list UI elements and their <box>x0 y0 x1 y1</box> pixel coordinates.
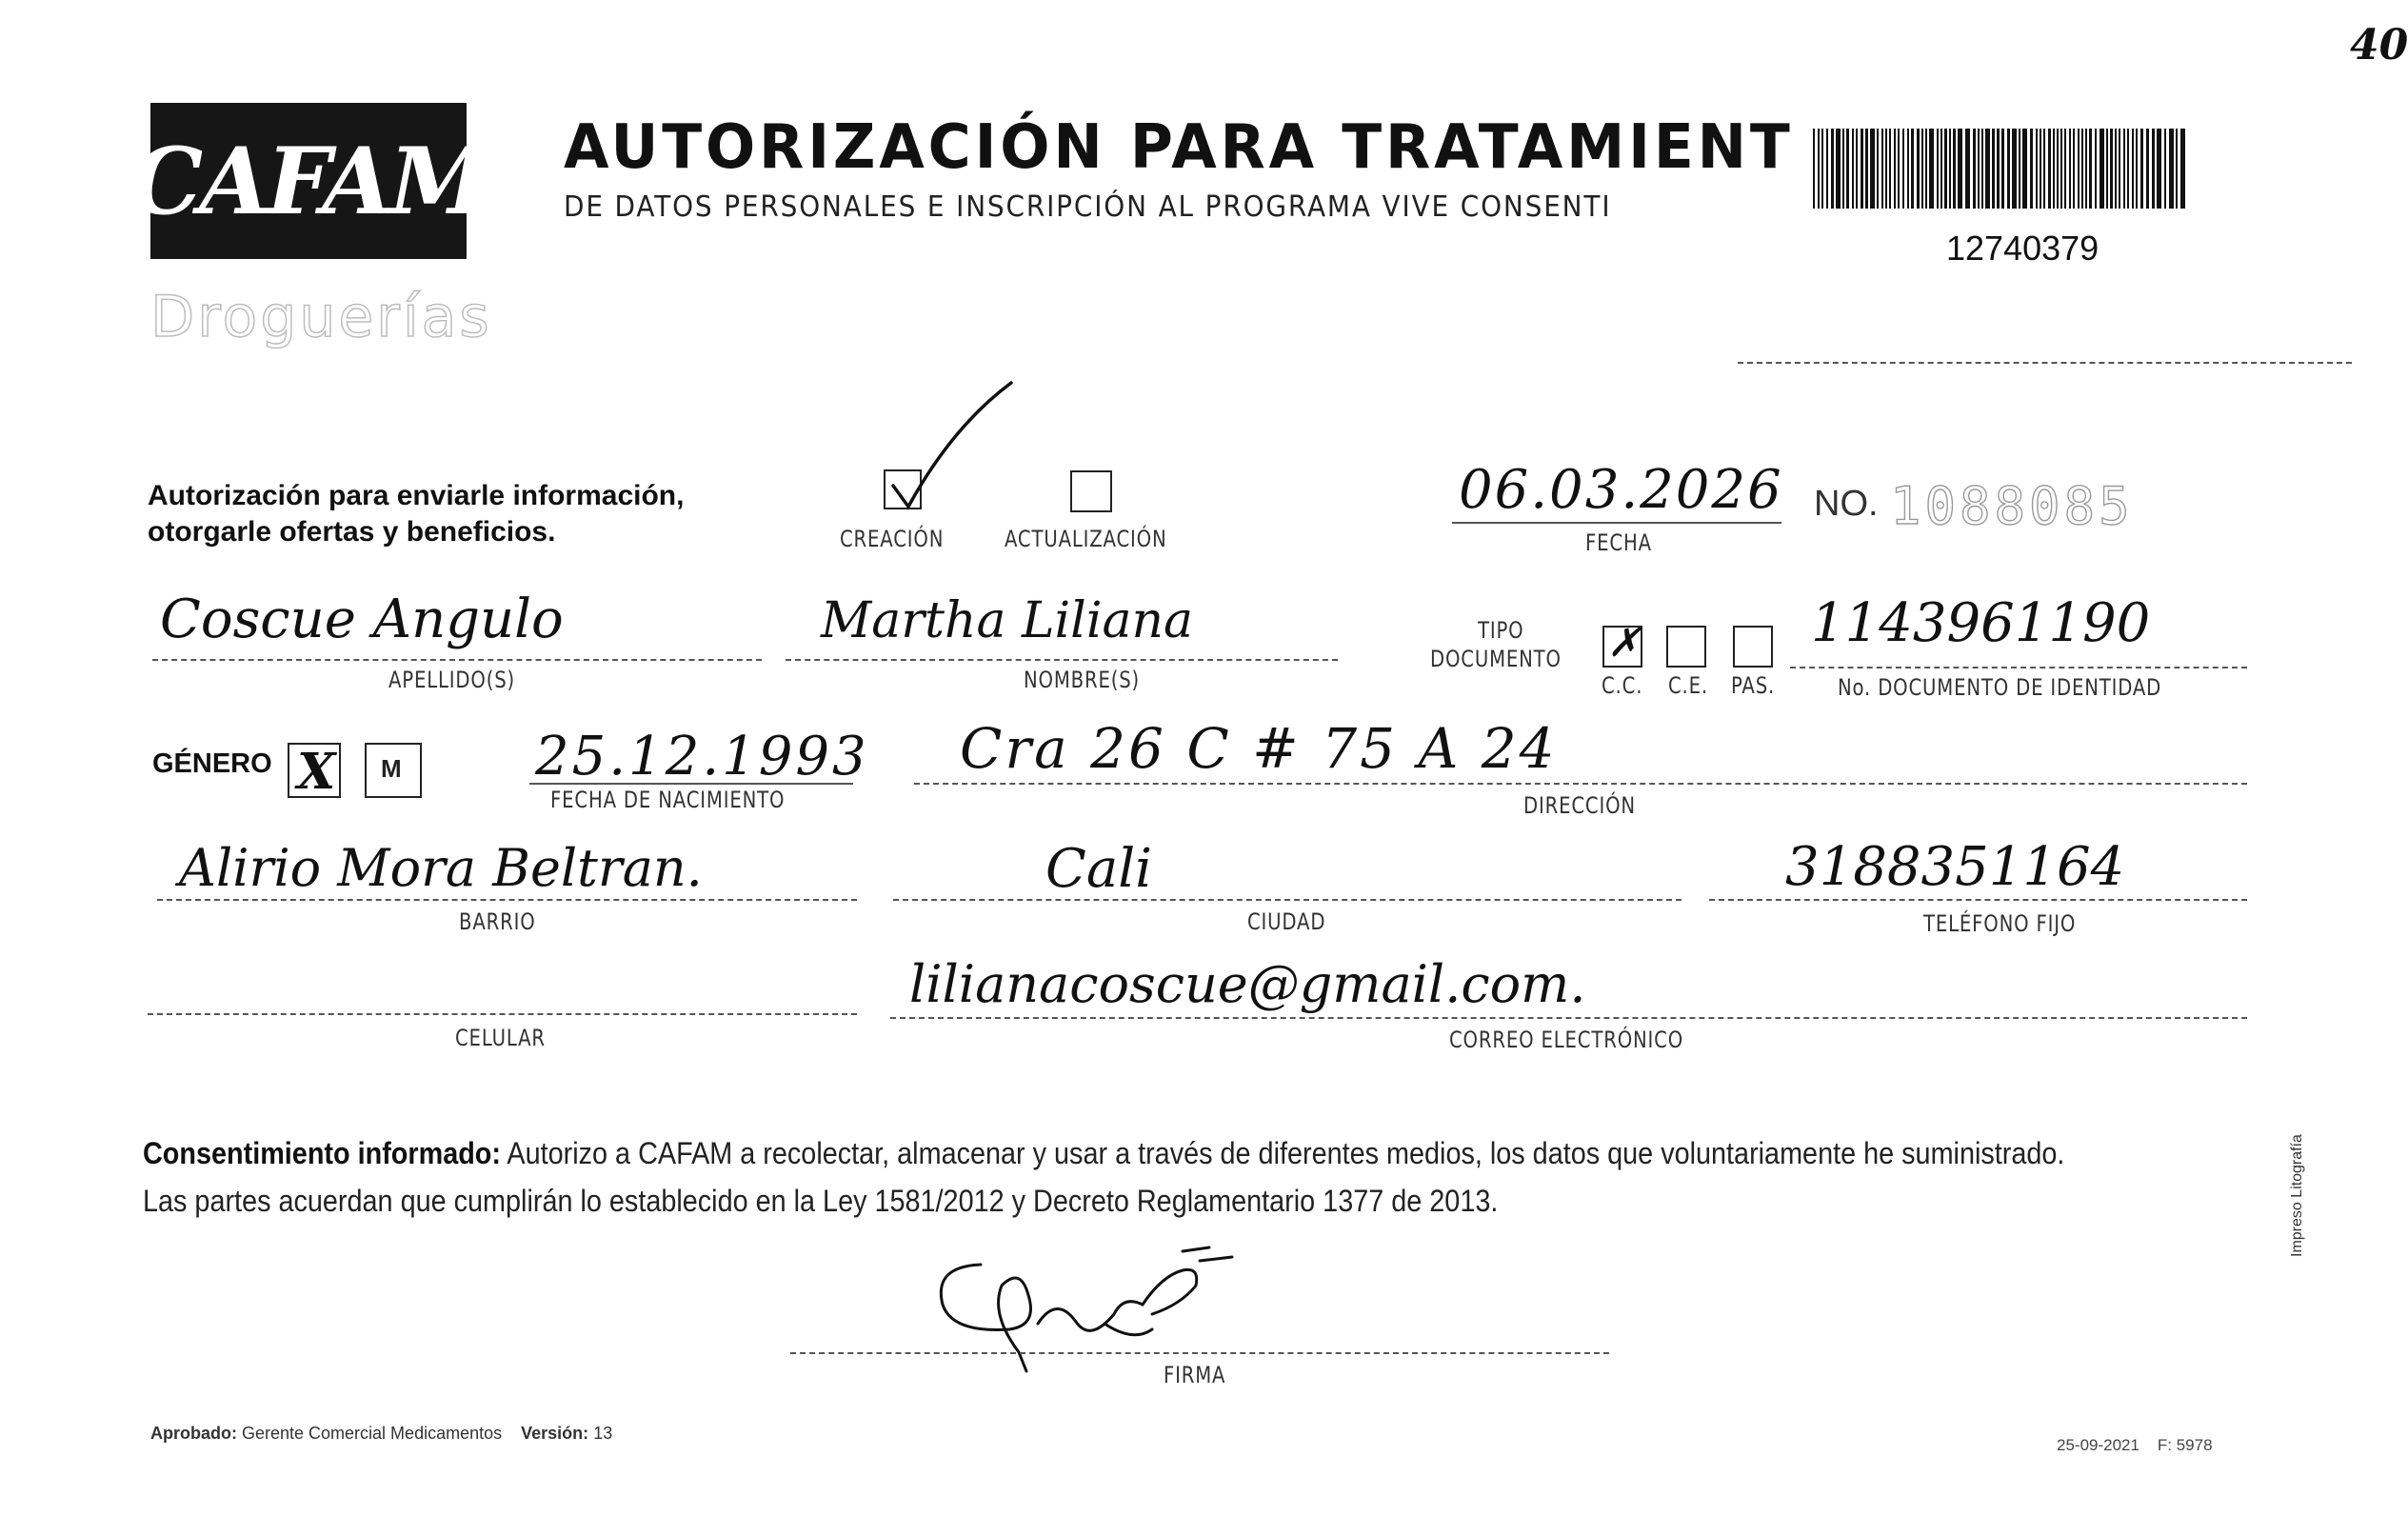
barcode-bar <box>1973 129 1976 209</box>
barcode-bar <box>2053 129 2055 209</box>
barcode-bar <box>2060 129 2062 209</box>
barcode-bar <box>2081 129 2083 209</box>
actualizacion-checkbox[interactable] <box>1070 470 1112 512</box>
barcode-bar <box>2019 129 2020 209</box>
telefono-value[interactable]: 3188351164 <box>1785 836 2125 898</box>
barcode-bar <box>1937 129 1939 209</box>
consent-heading: Consentimiento informado: <box>143 1136 501 1170</box>
barcode-bar <box>2089 129 2092 209</box>
fecha-nacimiento-label: FECHA DE NACIMIENTO <box>550 787 786 813</box>
version-label: Versión: <box>521 1424 589 1443</box>
documento-line <box>1790 667 2247 668</box>
doc-type-cc-label: C.C. <box>1602 672 1643 699</box>
barcode-bar <box>1818 129 1820 209</box>
actualizacion-label: ACTUALIZACIÓN <box>1005 526 1167 552</box>
barcode-bar <box>1881 129 1883 209</box>
barcode-bar <box>1894 129 1896 209</box>
barcode-bar <box>1997 129 2000 209</box>
barcode-bar <box>1870 129 1875 209</box>
consent-body-1: Autorizo a CAFAM a recolectar, almacenar y usar a través de diferentes medios, los datos que voluntariamente he suministrado. <box>507 1136 2065 1170</box>
header-divider <box>1738 362 2352 364</box>
barcode-bar <box>1958 129 1962 209</box>
genero-m-label: M <box>381 754 402 783</box>
barcode-bar <box>2146 129 2149 209</box>
barcode-bar <box>2048 129 2051 209</box>
form-subtitle: DE DATOS PERSONALES E INSCRIPCIÓN AL PROGRAMA VIVE CONSENTI <box>564 190 1612 224</box>
documento-label: No. DOCUMENTO DE IDENTIDAD <box>1838 674 2162 701</box>
telefono-label: TELÉFONO FIJO <box>1923 910 2077 937</box>
apellidos-label: APELLIDO(S) <box>388 667 516 693</box>
barcode-bar <box>1965 129 1970 209</box>
barcode-bar <box>2057 129 2059 209</box>
barcode-bar <box>2176 129 2178 209</box>
barcode-bar <box>2123 129 2125 209</box>
barcode-bar <box>2078 129 2080 209</box>
apellidos-line <box>152 659 762 661</box>
doc-type-ce-label: C.E. <box>1668 672 1708 699</box>
barcode-bar <box>2127 129 2129 209</box>
telefono-line <box>1709 899 2247 901</box>
barcode-bar <box>1836 129 1841 209</box>
barcode-number: 12740379 <box>1946 229 2100 268</box>
barcode-bar <box>2022 129 2027 209</box>
doc-type-pas-checkbox[interactable] <box>1733 626 1773 668</box>
barcode-bar <box>2064 129 2066 209</box>
documento-value[interactable]: 1143961190 <box>1811 592 2151 654</box>
barcode-bar <box>1929 129 1934 209</box>
signature-label: FIRMA <box>1164 1362 1226 1388</box>
barrio-value[interactable]: Alirio Mora Beltran. <box>179 838 703 898</box>
aprobado-value: Gerente Comercial Medicamentos <box>242 1424 503 1443</box>
barcode-bar <box>2036 129 2038 209</box>
consent-paragraph <box>143 1129 2257 1225</box>
aprobado-label: Aprobado: <box>150 1424 237 1443</box>
ciudad-label: CIUDAD <box>1247 908 1326 935</box>
barcode-bar <box>1944 129 1947 209</box>
correo-label: CORREO ELECTRÓNICO <box>1449 1027 1684 1053</box>
consent-line-2: Las partes acuerdan que cumplirán lo establecido en la Ley 1581/2012 y Decreto Reglamentario 1377 de 2013. <box>143 1184 1499 1218</box>
barcode-bar <box>1953 129 1956 209</box>
barcode-bar <box>2007 129 2010 209</box>
celular-label: CELULAR <box>455 1025 546 1051</box>
barcode-bar <box>2169 129 2174 209</box>
direccion-label: DIRECCIÓN <box>1523 792 1636 819</box>
form-title: AUTORIZACIÓN PARA TRATAMIENT <box>564 112 1794 183</box>
genero-f-mark: X <box>297 743 336 801</box>
barcode-bar <box>1949 129 1951 209</box>
consent-line-1 <box>143 1129 2065 1177</box>
barcode-bar <box>2119 129 2120 209</box>
barcode-bar <box>2164 129 2166 209</box>
no-value: 1088085 <box>1890 476 2134 536</box>
barcode-bar <box>2040 129 2041 209</box>
barcode-bar <box>1925 129 1927 209</box>
authorization-text <box>148 478 757 550</box>
fecha-nacimiento-value[interactable]: 25.12.1993 <box>535 726 869 788</box>
correo-value[interactable]: lilianacoscue@gmail.com. <box>909 954 1586 1014</box>
barcode-bar <box>2100 129 2104 209</box>
fecha-underline <box>1452 522 1781 524</box>
barcode-bar <box>2132 129 2134 209</box>
direccion-line <box>914 783 2247 785</box>
genero-label: GÉNERO <box>152 748 272 779</box>
barcode-graphic <box>1813 129 2190 209</box>
barcode-bar <box>2030 129 2033 209</box>
fecha-value[interactable]: 06.03.2026 <box>1459 459 1783 521</box>
barcode-bar <box>1978 129 1980 209</box>
ref-code: F: 5978 <box>2157 1436 2213 1454</box>
barcode-bar <box>2180 129 2185 209</box>
celular-line <box>148 1013 857 1015</box>
barcode-bar <box>1898 129 1900 209</box>
barcode-bar <box>1921 129 1923 209</box>
nombres-label: NOMBRE(S) <box>1024 667 1141 693</box>
footer-approval <box>150 1424 612 1444</box>
doc-type-ce-checkbox[interactable] <box>1666 626 1706 668</box>
barcode-bar <box>2136 129 2138 209</box>
apellidos-value[interactable]: Coscue Angulo <box>160 588 564 650</box>
barcode-bar <box>1826 129 1828 209</box>
barcode-bar <box>1981 129 1983 209</box>
barcode-bar <box>2157 129 2161 209</box>
printer-note: Impreso Litografía <box>2289 1134 2305 1257</box>
barcode-bar <box>1846 129 1849 209</box>
barcode-bar <box>2043 129 2045 209</box>
barcode-bar <box>1940 129 1942 209</box>
barcode-bar <box>1852 129 1854 209</box>
drogueras-subbrand: Droguerías <box>150 284 492 350</box>
barcode-bar <box>1885 129 1887 209</box>
barcode-bar <box>1821 129 1823 209</box>
ciudad-line <box>893 899 1682 901</box>
barcode-bar <box>2110 129 2113 209</box>
no-label: NO. <box>1814 484 1879 524</box>
barcode-bar <box>2152 129 2155 209</box>
ciudad-value[interactable]: Cali <box>1045 838 1153 900</box>
barcode-bar <box>1889 129 1891 209</box>
barcode-bar <box>2095 129 2097 209</box>
barcode-bar <box>2115 129 2117 209</box>
barcode-bar <box>1911 129 1914 209</box>
cafam-logo: CAFAM <box>150 103 467 259</box>
fecha-label: FECHA <box>1585 529 1652 556</box>
barcode-bar <box>1877 129 1879 209</box>
barrio-line <box>157 899 857 901</box>
barcode-bar <box>2140 129 2143 209</box>
checkmark-icon <box>886 379 1019 522</box>
tipo-documento-label-2: DOCUMENTO <box>1430 646 1562 672</box>
barcode-bar <box>1917 129 1920 209</box>
fecha-nacimiento-line <box>529 783 853 785</box>
barcode-bar <box>2085 129 2087 209</box>
authorization-line-1: Autorización para enviarle información, <box>148 480 685 511</box>
version-value: 13 <box>593 1424 613 1443</box>
barcode-bar <box>2001 129 2004 209</box>
nombres-line <box>786 659 1338 661</box>
barcode-bar <box>2069 129 2071 209</box>
barrio-label: BARRIO <box>459 908 536 935</box>
footer-codes <box>2057 1436 2213 1455</box>
barcode-bar <box>1831 129 1834 209</box>
doc-type-pas-label: PAS. <box>1731 672 1776 699</box>
correo-line <box>890 1017 2247 1019</box>
barcode-bar <box>1985 129 1990 209</box>
barcode-bar <box>1856 129 1858 209</box>
direccion-value[interactable]: Cra 26 C # 75 A 24 <box>960 716 1558 781</box>
nombres-value[interactable]: Martha Liliana <box>821 592 1193 649</box>
barcode-bar <box>1902 129 1904 209</box>
barcode-bar <box>1992 129 1995 209</box>
date-code: 25-09-2021 <box>2057 1436 2139 1454</box>
barcode-bar <box>1842 129 1844 209</box>
creacion-label: CREACIÓN <box>840 526 945 552</box>
tipo-documento-label-1: TIPO <box>1478 617 1524 644</box>
barcode-bar <box>2073 129 2075 209</box>
signature-line <box>790 1352 1609 1354</box>
barcode-bar <box>2106 129 2108 209</box>
barcode-bar <box>1907 129 1909 209</box>
authorization-line-2: otorgarle ofertas y beneficios. <box>148 516 556 548</box>
barcode-bar <box>1813 129 1815 209</box>
doc-type-cc-mark: ✗ <box>1607 619 1642 666</box>
barcode-bar <box>2012 129 2017 209</box>
corner-page-mark: 40 <box>2350 21 2408 70</box>
barcode-bar <box>1861 129 1863 209</box>
barcode-bar <box>1865 129 1868 209</box>
